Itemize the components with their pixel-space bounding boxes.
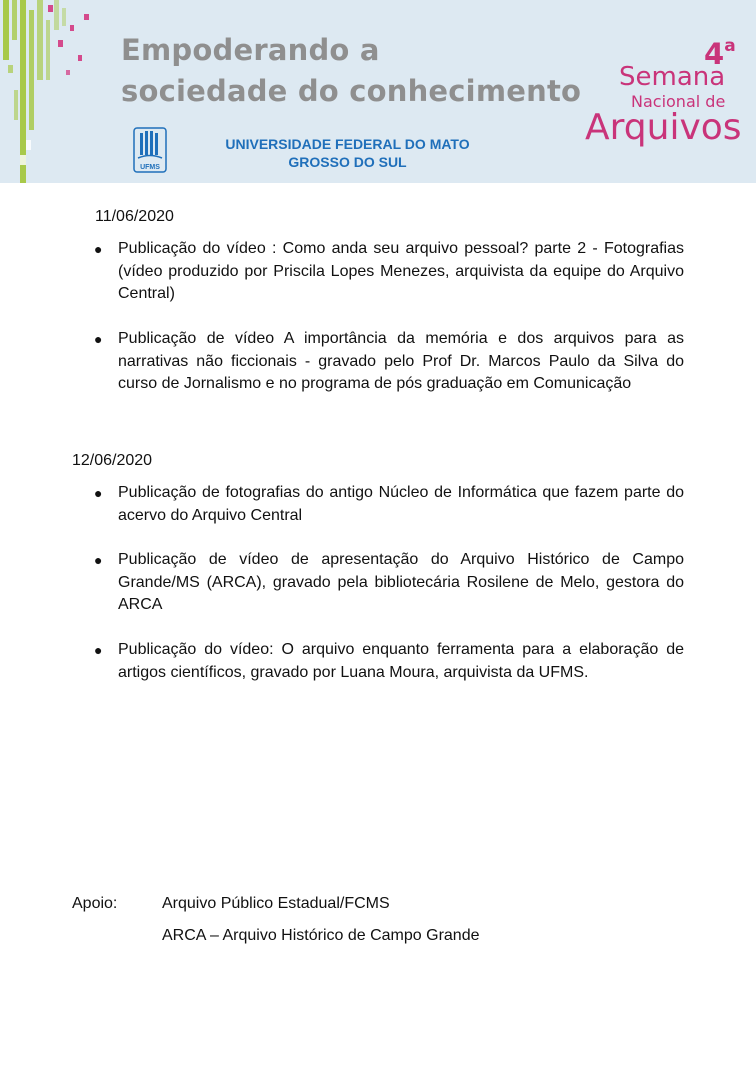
section-date: 11/06/2020: [95, 208, 174, 225]
list-item: [94, 482, 684, 527]
bullet-icon: ●: [94, 241, 103, 257]
event-ordinal: a: [724, 36, 736, 56]
list-item-text: Publicação de fotografias do antigo Núcleo de Informática que fazem parte do acervo do Arquivo Central: [118, 484, 684, 524]
university-line-2: GROSSO DO SUL: [288, 154, 407, 170]
university-line-1: UNIVERSIDADE FEDERAL DO MATO: [225, 136, 470, 152]
bullet-icon: ●: [94, 331, 103, 347]
list-item-text: Publicação de vídeo de apresentação do Arquivo Histórico de Campo Grande/MS (ARCA), gravado pela bibliotecária Rosilene de Melo, gestora do ARCA: [118, 551, 684, 614]
slogan-line-2: sociedade do conhecimento: [121, 74, 582, 108]
support-line: Arquivo Público Estadual/FCMS: [162, 895, 390, 912]
list-item-text: Publicação de vídeo A importância da memória e dos arquivos para as narrativas não ficcionais - gravado pelo Prof Dr. Marcos Paulo da Silva do curso de Jornalismo e no programa de pós graduação em Comunicação: [118, 330, 684, 393]
slogan-line-1: Empoderando a: [121, 33, 380, 67]
section-date: 12/06/2020: [72, 452, 153, 469]
list-item: [94, 238, 684, 306]
list-item: [94, 328, 684, 396]
decorative-bars-graphic: [0, 0, 100, 183]
list-item: [94, 639, 684, 684]
bullet-icon: ●: [94, 485, 103, 501]
support-label: Apoio:: [72, 895, 118, 912]
event-logo: [585, 30, 755, 150]
ufms-logo-text: UFMS: [140, 164, 160, 171]
event-nacional: Nacional de: [631, 92, 726, 111]
slogan-title: [121, 30, 581, 112]
list-item-text: Publicação do vídeo : Como anda seu arquivo pessoal? parte 2 - Fotografias (vídeo produzido por Priscila Lopes Menezes, arquivista da equipe do Arquivo Central): [118, 240, 684, 303]
header-banner: [0, 0, 756, 183]
bullet-icon: ●: [94, 552, 103, 568]
university-name: [200, 135, 495, 171]
event-number-value: 4: [704, 37, 725, 71]
list-item-text: Publicação do vídeo: O arquivo enquanto ferramenta para a elaboração de artigos científicos, gravado por Luana Moura, arquivista da UFMS.: [118, 641, 684, 681]
support-line: ARCA – Arquivo Histórico de Campo Grande: [162, 927, 480, 944]
event-arquivos: Arquivos: [585, 107, 742, 148]
event-semana: Semana: [619, 62, 726, 92]
bullet-icon: ●: [94, 642, 103, 658]
list-item: [94, 549, 684, 617]
ufms-logo: [133, 127, 167, 173]
